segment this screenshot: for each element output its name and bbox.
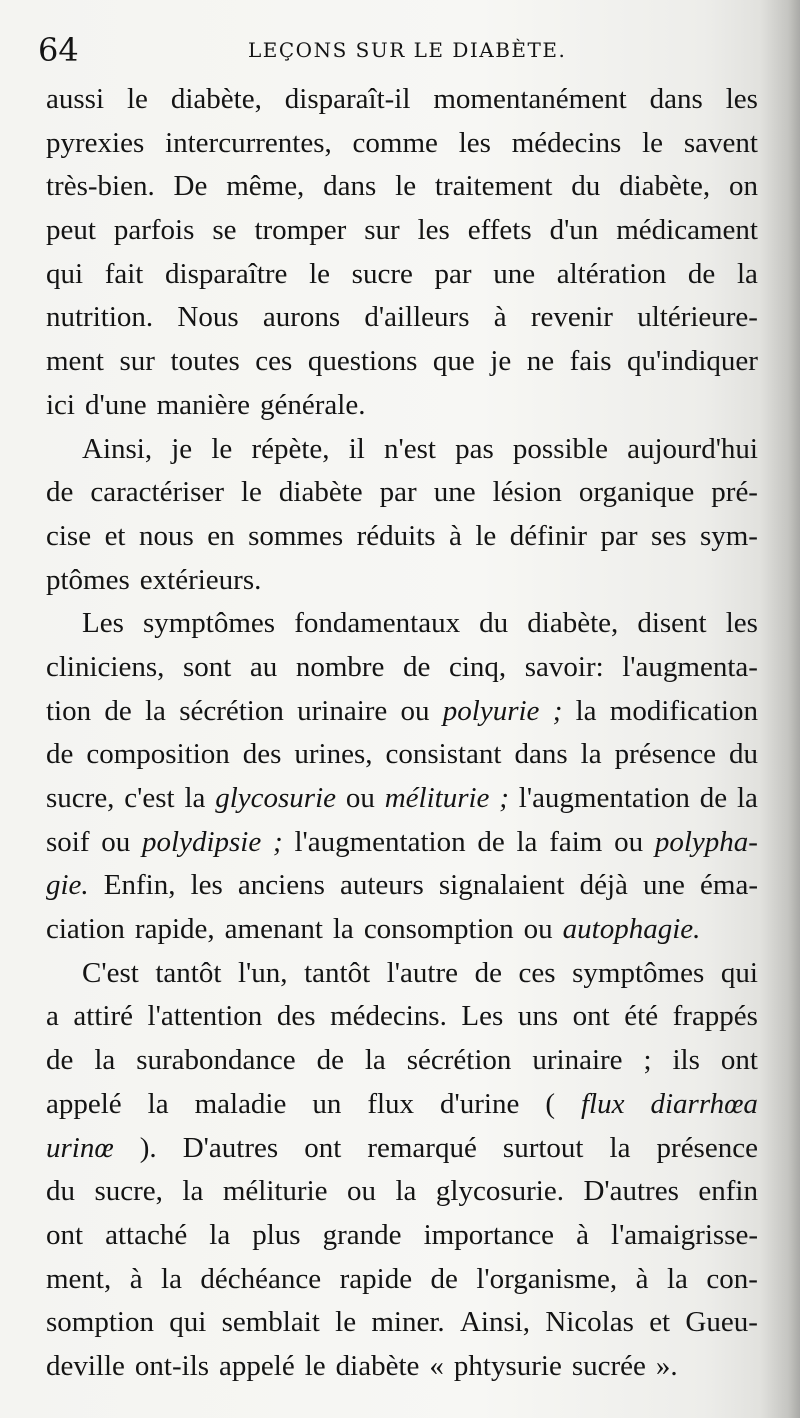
word: diabète,	[527, 607, 619, 640]
word: ont-ils	[134, 1349, 210, 1382]
text-line	[46, 165, 758, 209]
body-text	[46, 78, 758, 1389]
word: sym-	[699, 519, 758, 552]
text-line	[46, 821, 758, 865]
word: D'autres	[583, 1175, 679, 1208]
word: et	[649, 1306, 671, 1339]
word: polypha-	[654, 825, 758, 858]
word: une	[493, 257, 536, 290]
word: une	[643, 869, 685, 902]
word: ou	[347, 1175, 376, 1208]
word: signalaient	[438, 869, 565, 902]
word: éma-	[700, 869, 758, 902]
word: déjà	[579, 869, 628, 902]
word: dans	[323, 170, 377, 203]
word: la	[666, 1262, 688, 1295]
word: diabète	[335, 1349, 420, 1382]
word: de	[474, 956, 502, 989]
word: Gueu-	[685, 1306, 758, 1339]
word: savoir:	[524, 650, 604, 683]
word: symptômes	[142, 607, 276, 640]
word: nous	[138, 519, 194, 552]
word: urinaire	[297, 694, 388, 727]
word: polydipsie	[142, 825, 262, 858]
word: disparaître	[165, 257, 288, 290]
word: urinaire	[532, 1044, 623, 1077]
word: du	[479, 607, 509, 640]
word: la	[395, 1175, 417, 1208]
word: sur	[119, 345, 155, 378]
text-line	[46, 471, 758, 515]
word: flux	[367, 1087, 415, 1120]
word: comme	[352, 126, 438, 159]
word: la	[182, 1175, 204, 1208]
word: que	[432, 345, 475, 378]
word: je	[171, 432, 193, 465]
word: une	[433, 476, 476, 509]
word: je	[490, 345, 512, 378]
word: uns	[517, 1000, 559, 1033]
text-line	[46, 209, 758, 253]
page-header	[38, 30, 758, 70]
word: momentanément	[433, 83, 627, 115]
word: on	[728, 170, 758, 203]
word: même,	[226, 170, 305, 203]
word: diarrhœa	[650, 1087, 758, 1120]
word: la	[94, 1044, 116, 1077]
text-line	[46, 515, 758, 559]
word: urinœ	[46, 1131, 114, 1164]
word: c'est	[124, 782, 175, 814]
word: ».	[655, 1349, 678, 1382]
word: le	[126, 83, 148, 115]
word: tromper	[254, 214, 347, 247]
word: polyurie	[442, 694, 540, 727]
word: ont	[720, 1044, 758, 1077]
word: ne	[526, 345, 555, 378]
word: le	[335, 1306, 357, 1339]
word: les	[725, 607, 758, 640]
text-line	[46, 1127, 758, 1171]
word: l'augmentation	[518, 782, 690, 814]
running-title: LEÇONS SUR LE DIABÈTE.	[248, 38, 567, 62]
word: d'un	[549, 214, 599, 247]
text-line	[46, 777, 758, 821]
text-line	[46, 296, 758, 340]
word: ptômes	[46, 563, 130, 596]
word: d'urine	[440, 1087, 520, 1120]
word: et	[104, 519, 126, 552]
word: cliniciens,	[46, 650, 165, 683]
text-line	[46, 122, 758, 166]
text-line	[46, 602, 758, 646]
word: l'attention	[147, 1000, 263, 1033]
word: modification	[609, 694, 758, 727]
word: les	[417, 214, 450, 247]
word: le	[240, 476, 262, 509]
word: deville	[46, 1349, 125, 1382]
text-line	[46, 78, 758, 122]
word: Les	[461, 1000, 504, 1033]
spine-shadow	[760, 0, 800, 1418]
word: à	[493, 301, 507, 334]
word: de	[430, 1262, 458, 1295]
word: qu'indiquer	[627, 345, 758, 378]
word: il	[348, 432, 365, 465]
word: somption	[46, 1306, 154, 1339]
word: dans	[514, 738, 568, 771]
word: en	[207, 519, 235, 552]
word: très-bien.	[46, 170, 155, 203]
word: grande	[322, 1218, 402, 1251]
word: aurons	[262, 301, 341, 334]
word: fondamentaux	[294, 607, 461, 640]
word: glycosurie.	[435, 1175, 564, 1208]
word: l'augmenta-	[622, 650, 758, 683]
word: ment,	[46, 1262, 112, 1295]
word: nombre	[295, 650, 385, 683]
word: définir	[509, 519, 588, 552]
word: effets	[467, 214, 532, 247]
word: ses	[651, 519, 687, 552]
word: de	[687, 257, 716, 290]
word: Nous	[177, 301, 239, 334]
word: anciens	[237, 869, 325, 902]
word: qui	[169, 1306, 207, 1339]
word: symptômes	[572, 956, 705, 989]
word: C'est	[82, 956, 139, 989]
word: de	[477, 825, 505, 858]
word: sucre,	[46, 782, 115, 814]
text-line	[46, 1301, 758, 1345]
word: médecins	[511, 126, 622, 159]
text-line	[46, 646, 758, 690]
word: sucre,	[94, 1175, 163, 1208]
word: la	[736, 257, 758, 290]
page-number: 64	[38, 31, 79, 69]
word: Les	[82, 607, 124, 640]
text-line	[46, 340, 758, 384]
word: la	[209, 1218, 231, 1251]
word: médecins.	[330, 1000, 447, 1033]
text-line	[46, 1258, 758, 1302]
word: tion	[46, 694, 92, 727]
text-line	[46, 384, 758, 428]
word: attaché	[105, 1218, 188, 1251]
word: la	[184, 782, 206, 814]
word: les	[725, 83, 758, 115]
word: d'une	[85, 388, 147, 421]
word: consomption	[363, 913, 514, 946]
word: frappés	[672, 1000, 758, 1033]
word: de	[699, 782, 728, 814]
word: amenant	[224, 913, 323, 946]
word: ici	[46, 388, 75, 421]
word: n'est	[383, 432, 436, 465]
word: ces	[255, 345, 293, 378]
word: toutes	[170, 345, 240, 378]
word: l'amaigrisse-	[611, 1218, 758, 1251]
word: pré-	[711, 476, 758, 509]
word: sécrétion	[179, 694, 284, 727]
word: sucrée	[571, 1349, 646, 1382]
word: soif	[46, 825, 90, 858]
word: la	[145, 694, 166, 727]
word: sommes	[248, 519, 344, 552]
text-line	[46, 1214, 758, 1258]
word: la	[575, 694, 597, 727]
word: extérieurs.	[139, 563, 262, 596]
word: sécrétion	[406, 1044, 512, 1077]
word: l'augmentation	[294, 825, 466, 858]
word: méliturie	[222, 1175, 328, 1208]
word: de	[46, 1044, 74, 1077]
word: traitement	[434, 170, 553, 203]
word: la	[736, 782, 758, 814]
text-line	[46, 952, 758, 996]
word: surtout	[502, 1131, 584, 1164]
text-line	[46, 690, 758, 734]
word: remarqué	[367, 1131, 477, 1164]
word: les	[458, 126, 491, 159]
word: disent	[637, 607, 707, 640]
word: glycosurie	[215, 782, 337, 814]
text-line	[46, 559, 758, 603]
word: ont	[572, 1000, 610, 1033]
text-line	[46, 428, 758, 472]
word: le	[642, 126, 664, 159]
word: surabondance	[136, 1044, 296, 1077]
word: faim	[549, 825, 603, 858]
word: dans	[649, 83, 703, 115]
word: urines,	[294, 738, 373, 771]
word: ;	[643, 1044, 652, 1077]
word: l'autre	[386, 956, 458, 989]
word: disparaît-il	[284, 83, 411, 115]
word: rapide,	[134, 913, 215, 946]
word: pyrexies	[46, 126, 145, 159]
word: la	[147, 1087, 169, 1120]
word: fais	[569, 345, 612, 378]
word: manière	[156, 388, 250, 421]
word: réduits	[356, 519, 436, 552]
word: des	[242, 738, 282, 771]
word: du	[571, 170, 601, 203]
word: ou	[614, 825, 644, 858]
word: au	[249, 650, 278, 683]
text-line	[46, 995, 758, 1039]
word: flux	[581, 1087, 625, 1120]
word: ont	[304, 1131, 342, 1164]
text-line	[46, 733, 758, 777]
word: le	[475, 519, 497, 552]
word: appelé	[219, 1349, 295, 1382]
word: gie.	[46, 869, 89, 902]
word: caractériser	[90, 476, 224, 509]
word: médicament	[616, 214, 758, 247]
word: autophagie.	[562, 913, 701, 946]
word: maladie	[194, 1087, 287, 1120]
word: aujourd'hui	[627, 432, 758, 465]
word: Enfin,	[103, 869, 176, 902]
text-line	[46, 1039, 758, 1083]
word: miner.	[371, 1306, 445, 1339]
word: de	[46, 738, 74, 771]
word: qui	[720, 956, 758, 989]
word: phtysurie	[453, 1349, 562, 1382]
word: méliturie	[384, 782, 490, 814]
word: par	[600, 519, 638, 552]
word: le	[309, 257, 331, 290]
word: ment	[46, 345, 104, 378]
word: D'autres	[182, 1131, 279, 1164]
word: cise	[46, 519, 92, 552]
word: par	[379, 476, 417, 509]
word: Ainsi,	[459, 1306, 531, 1339]
text-line	[46, 908, 758, 952]
word: les	[190, 869, 223, 902]
word: revenir	[530, 301, 613, 334]
word: le	[211, 432, 233, 465]
word: intercurrentes,	[165, 126, 332, 159]
word: la	[161, 1262, 182, 1295]
word: Nicolas	[545, 1306, 634, 1339]
word: le	[395, 170, 417, 203]
word: rapide	[339, 1262, 413, 1295]
word: a	[46, 1000, 59, 1033]
word: répète,	[251, 432, 330, 465]
word: sucre	[351, 257, 413, 290]
word: savent	[683, 126, 758, 159]
word: tantôt	[304, 956, 371, 989]
word: diabète,	[170, 83, 262, 115]
word: se	[212, 214, 237, 247]
word: lésion	[492, 476, 562, 509]
word: altération	[556, 257, 667, 290]
word: des	[276, 1000, 316, 1033]
word: la	[332, 913, 354, 946]
word: ou	[523, 913, 553, 946]
word: pas	[455, 432, 494, 465]
word: ;	[552, 694, 563, 727]
word: De	[173, 170, 208, 203]
word: présence	[656, 1131, 758, 1164]
word: été	[624, 1000, 659, 1033]
word: aussi	[46, 83, 104, 115]
word: plus	[252, 1218, 301, 1251]
text-line	[46, 1170, 758, 1214]
word: ou	[345, 782, 375, 814]
word: sont	[182, 650, 232, 683]
word: du	[46, 1175, 75, 1208]
word: de	[403, 650, 431, 683]
word: consistant	[385, 738, 502, 771]
word: la	[516, 825, 538, 858]
word: le	[304, 1349, 326, 1382]
word: l'un,	[238, 956, 288, 989]
word: la	[364, 1044, 386, 1077]
word: organique	[578, 476, 695, 509]
word: appelé	[46, 1087, 122, 1120]
word: questions	[307, 345, 418, 378]
word: déchéance	[200, 1262, 322, 1295]
word: ultérieure-	[637, 301, 758, 334]
word: composition	[86, 738, 230, 771]
word: à	[449, 519, 462, 552]
word: à	[576, 1218, 589, 1251]
word: enfin	[698, 1175, 758, 1208]
word: d'ailleurs	[364, 301, 470, 334]
word: ou	[400, 694, 430, 727]
word: ils	[672, 1044, 700, 1077]
word: cinq,	[448, 650, 507, 683]
word: sur	[364, 214, 400, 247]
word: fait	[104, 257, 144, 290]
word: présence	[614, 738, 716, 771]
word: ).	[139, 1131, 157, 1164]
text-line	[46, 1345, 758, 1389]
word: ;	[499, 782, 509, 814]
word: diabète	[278, 476, 363, 509]
text-line	[46, 1083, 758, 1127]
word: ont	[46, 1218, 84, 1251]
word: importance	[423, 1218, 555, 1251]
word: con-	[706, 1262, 758, 1295]
word: «	[429, 1349, 444, 1382]
word: Ainsi,	[82, 432, 153, 465]
word: peut	[46, 214, 96, 247]
word: auteurs	[340, 869, 424, 902]
word: la	[580, 738, 602, 771]
text-line	[46, 253, 758, 297]
word: de	[46, 476, 74, 509]
word: à	[635, 1262, 649, 1295]
word: diabète,	[619, 170, 711, 203]
word: qui	[46, 257, 84, 290]
word: parfois	[113, 214, 195, 247]
word: possible	[512, 432, 608, 465]
word: ciation	[46, 913, 125, 946]
word: générale.	[260, 388, 366, 421]
word: un	[312, 1087, 342, 1120]
word: nutrition.	[46, 301, 154, 334]
word: la	[609, 1131, 631, 1164]
word: (	[545, 1087, 556, 1120]
word: ces	[518, 956, 556, 989]
word: de	[104, 694, 132, 727]
word: semblait	[221, 1306, 320, 1339]
word: de	[316, 1044, 344, 1077]
word: du	[728, 738, 758, 771]
word: l'organisme,	[476, 1262, 618, 1295]
word: ;	[273, 825, 283, 858]
word: ou	[101, 825, 131, 858]
word: par	[434, 257, 472, 290]
word: à	[129, 1262, 143, 1295]
word: tantôt	[155, 956, 222, 989]
word: attiré	[73, 1000, 133, 1033]
text-line	[46, 864, 758, 908]
